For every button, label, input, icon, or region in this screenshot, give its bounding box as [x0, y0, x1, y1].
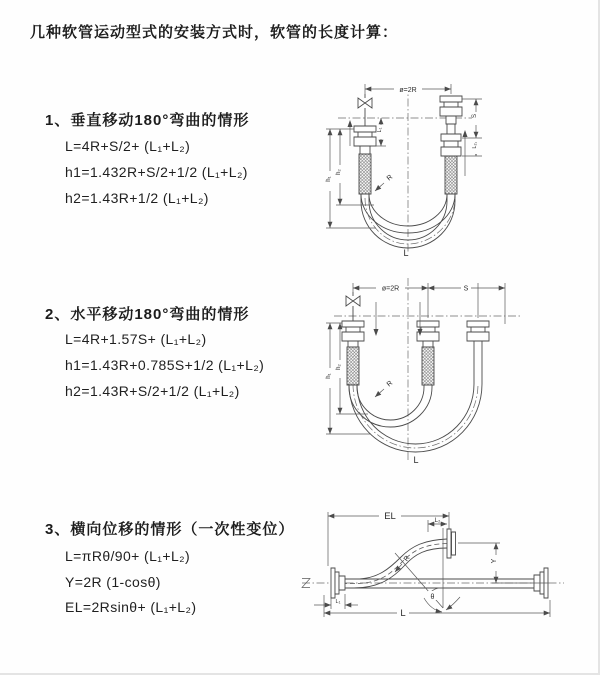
left-hose-braid — [359, 154, 371, 194]
page-title: 几种软管运动型式的安装方式时，软管的长度计算： — [30, 24, 399, 41]
section-1-formula-L: L=4R+S/2+ (L₁+L₂) — [65, 138, 191, 154]
radius-callout — [375, 380, 394, 397]
dim-label-L2: L₂ — [472, 143, 478, 149]
dim-label-L1: L₁ — [377, 127, 383, 133]
left-flange — [331, 568, 345, 598]
radius-callout — [375, 174, 394, 191]
dim-top-2R — [365, 83, 451, 96]
dim-label-L-bottom: L — [413, 455, 419, 465]
dim-label-Y: Y — [491, 558, 498, 564]
dim-label-L: L — [400, 608, 406, 619]
section-3-heading: 3、横向位移的情形（一次性变位） — [45, 521, 295, 538]
dim-L1 — [314, 594, 358, 609]
section-1-formula-h2: h2=1.43R+1/2 (L₁+L₂) — [65, 190, 209, 206]
valve-icon — [358, 94, 372, 126]
section-2-formula-L: L=4R+1.57S+ (L₁+L₂) — [65, 331, 207, 347]
dim-label-L-bottom: L — [403, 248, 409, 258]
middle-hose-braid — [422, 347, 434, 385]
right-hose-braid — [445, 156, 457, 194]
diagram-vertical-180-bend — [316, 76, 591, 258]
dim-L2-top — [428, 518, 447, 532]
section-2-formula-h1: h1=1.43R+0.785S+1/2 (L₁+L₂) — [65, 357, 265, 373]
diagram-horizontal-180-bend — [316, 266, 591, 466]
dim-label-EL: EL — [384, 511, 396, 522]
dim-label-h1: h₁ — [326, 176, 332, 182]
dim-EL — [328, 509, 449, 566]
dim-label-h2: h₂ — [336, 364, 342, 370]
dim-label-h2: h₂ — [336, 169, 342, 175]
dim-label-S: S — [463, 285, 469, 293]
movement-arrows — [374, 302, 423, 336]
dim-label-R: R — [385, 379, 395, 389]
valve-icon — [346, 292, 360, 321]
right-fitting-lower — [441, 134, 461, 156]
right-fitting-upper — [440, 96, 462, 134]
section-3-formula-Y: Y=2R (1-cosθ) — [65, 574, 161, 590]
section-3-formula-EL: EL=2Rsinθ+ (L₁+L₂) — [65, 599, 197, 615]
right-fitting — [467, 321, 489, 341]
dim-label-R: R — [402, 554, 412, 563]
dim-label-2R: ø=2R — [381, 285, 400, 293]
section-2-formula-h2: h2=1.43R+S/2+1/2 (L₁+L₂) — [65, 383, 240, 399]
left-fitting — [342, 321, 364, 347]
dim-label-R: R — [385, 173, 395, 183]
hose-arcs — [349, 341, 482, 452]
section-1-heading: 1、垂直移动180°弯曲的情形 — [45, 112, 250, 129]
left-hose-braid — [347, 347, 359, 385]
dim-label-L2: L₂ — [434, 518, 441, 524]
dim-label-2R: ø=2R — [399, 87, 417, 94]
section-2-heading: 2、水平移动180°弯曲的情形 — [45, 306, 250, 323]
dim-label-theta: θ — [430, 594, 435, 601]
curved-hose — [342, 539, 448, 588]
dim-label-L1: L₁ — [335, 599, 341, 605]
section-3-formula-L: L=πRθ/90+ (L₁+L₂) — [65, 548, 191, 564]
dim-label-S: S — [472, 113, 478, 119]
top-right-flange — [447, 529, 456, 558]
straight-hose — [345, 579, 534, 588]
dim-label-h1: h₁ — [326, 373, 332, 379]
dim-S — [428, 282, 505, 293]
section-1-formula-h1: h1=1.432R+S/2+1/2 (L₁+L₂) — [65, 164, 248, 180]
diagram-lateral-displacement — [298, 498, 598, 658]
left-fitting — [354, 126, 376, 154]
